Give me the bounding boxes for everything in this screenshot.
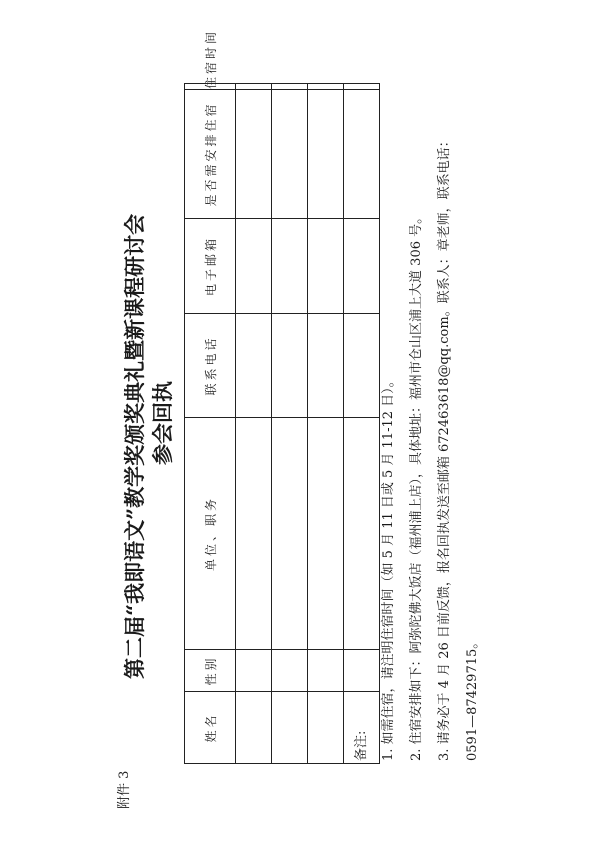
document-title: 第二届“我即语文”教学奖颁奖典礼暨新课程研讨会 <box>122 213 147 679</box>
header-unit-position: 单位、职务 <box>185 418 236 650</box>
header-gender: 性别 <box>185 650 236 692</box>
table-cell <box>308 84 344 90</box>
table-cell <box>344 90 380 219</box>
table-row <box>308 84 344 764</box>
table-cell <box>344 219 380 314</box>
note-item-1: 1. 如需住宿，请注明住宿时间（如 5 月 11 日或 5 月 11-12 日）。 <box>381 374 396 761</box>
table-cell <box>236 219 272 314</box>
table-cell <box>272 219 308 314</box>
document-subtitle: 参会回执 <box>150 381 175 465</box>
note-item-2: 2. 住宿安排如下：阿弥陀佛大饭店（福州浦上店），具体地址：福州市仓山区浦上大道 306 号。 <box>409 210 424 761</box>
table-cell <box>272 314 308 418</box>
table-cell <box>308 219 344 314</box>
header-phone: 联系电话 <box>185 314 236 418</box>
registration-table <box>184 28 380 764</box>
note-item-4: 0591—87429715。 <box>465 635 480 761</box>
table-cell <box>344 650 380 692</box>
table-cell <box>236 314 272 418</box>
table-cell <box>308 314 344 418</box>
header-email: 电子邮箱 <box>185 219 236 314</box>
table-cell <box>236 418 272 650</box>
notes-heading: 备注: <box>354 730 369 761</box>
note-item-3: 3. 请务必于 4 月 26 日前反馈，报名回执发送至邮箱 672463618@qq.com。联系人：章老师，联系电话： <box>437 134 452 761</box>
table-cell <box>308 650 344 692</box>
table-cell <box>344 84 380 90</box>
table-cell <box>236 650 272 692</box>
table-row <box>272 84 308 764</box>
table-cell <box>272 418 308 650</box>
table-header-row <box>185 84 236 764</box>
table-cell <box>272 84 308 90</box>
table-cell <box>344 314 380 418</box>
table-cell <box>308 418 344 650</box>
table-row <box>236 84 272 764</box>
attachment-label: 附件 3 <box>117 770 132 809</box>
table-cell <box>236 84 272 90</box>
table-cell <box>272 90 308 219</box>
table-cell <box>272 650 308 692</box>
table-cell <box>236 692 272 764</box>
header-name: 姓名 <box>185 692 236 764</box>
table-row <box>344 84 380 764</box>
table-cell <box>308 90 344 219</box>
table-cell <box>344 418 380 650</box>
table-cell <box>236 90 272 219</box>
header-need-accommodation: 是否需安排住宿 <box>185 90 236 219</box>
header-stay-dates: 住宿时间 <box>185 84 236 90</box>
table-cell <box>272 692 308 764</box>
table-cell <box>308 692 344 764</box>
